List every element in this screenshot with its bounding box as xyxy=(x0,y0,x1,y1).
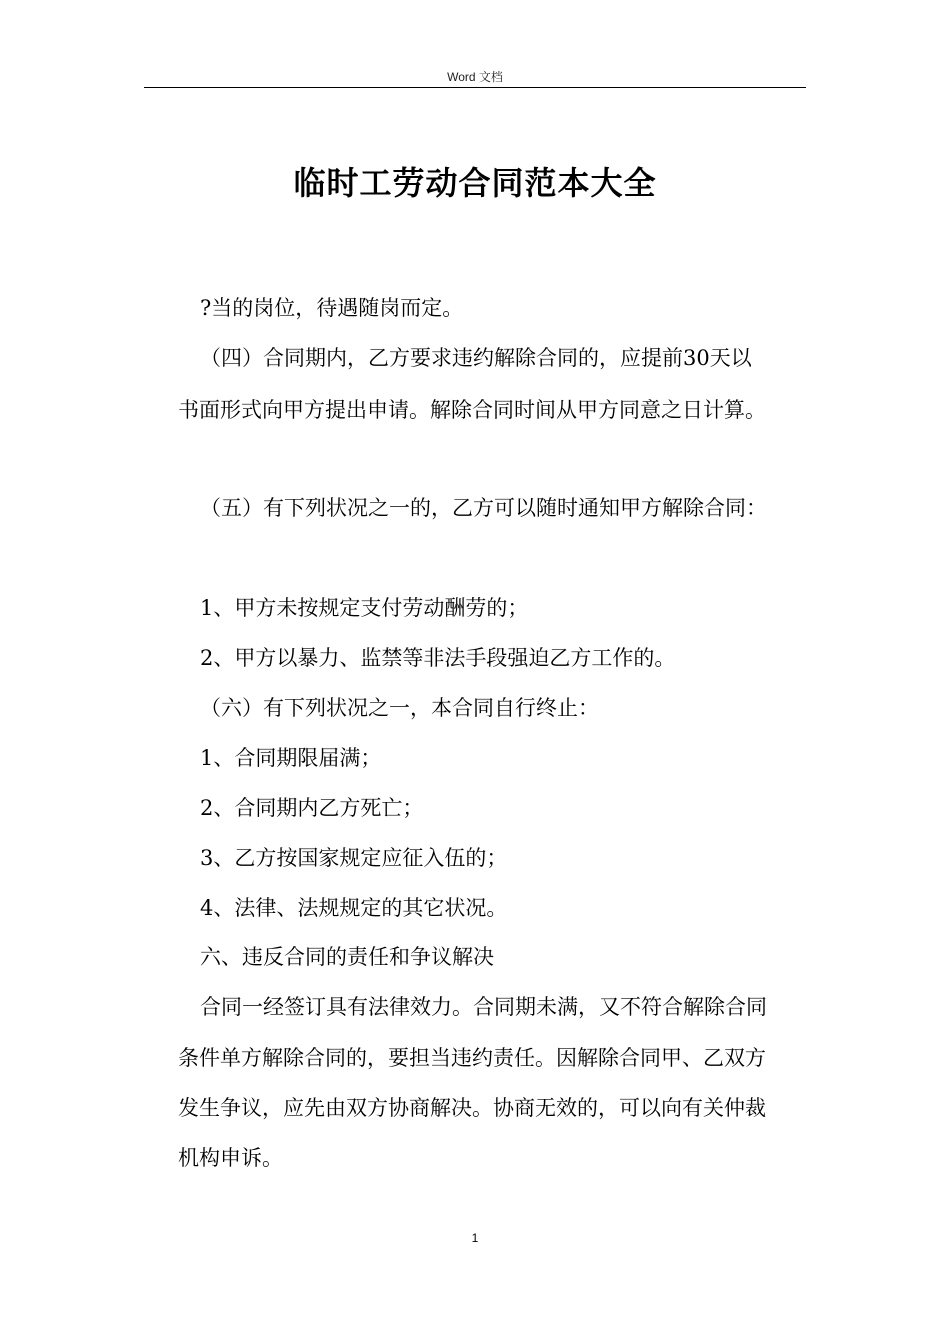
body-line: （五）有下列状况之一的，乙方可以随时通知甲方解除合同： xyxy=(200,496,767,520)
document-title: 临时工劳动合同范本大全 xyxy=(293,164,657,202)
body-line: （四）合同期内，乙方要求违约解除合同的，应提前30天以 xyxy=(200,346,752,370)
list-item: 2、合同期内乙方死亡； xyxy=(200,796,424,820)
section-heading: 六、违反合同的责任和争议解决 xyxy=(200,945,494,969)
list-item: 4、法律、法规规定的其它状况。 xyxy=(200,896,508,920)
body-line: ?当的岗位，待遇随岗而定。 xyxy=(200,296,464,320)
page-header-label: Word 文档 xyxy=(447,70,503,84)
body-line: （六）有下列状况之一，本合同自行终止： xyxy=(200,696,599,720)
body-line: 条件单方解除合同的，要担当违约责任。因解除合同甲、乙双方 xyxy=(178,1046,766,1070)
list-item: 2、甲方以暴力、监禁等非法手段强迫乙方工作的。 xyxy=(200,646,676,670)
list-item: 1、合同期限届满； xyxy=(200,746,382,770)
header-divider xyxy=(144,87,806,88)
list-item: 3、乙方按国家规定应征入伍的； xyxy=(200,846,508,870)
body-line: 合同一经签订具有法律效力。合同期未满，又不符合解除合同 xyxy=(200,995,767,1019)
body-line: 机构申诉。 xyxy=(178,1146,283,1170)
list-item: 1、甲方未按规定支付劳动酬劳的； xyxy=(200,596,529,620)
body-line: 书面形式向甲方提出申请。解除合同时间从甲方同意之日计算。 xyxy=(178,398,766,422)
body-line: 发生争议，应先由双方协商解决。协商无效的，可以向有关仲裁 xyxy=(178,1096,766,1120)
page-number: 1 xyxy=(471,1231,479,1245)
